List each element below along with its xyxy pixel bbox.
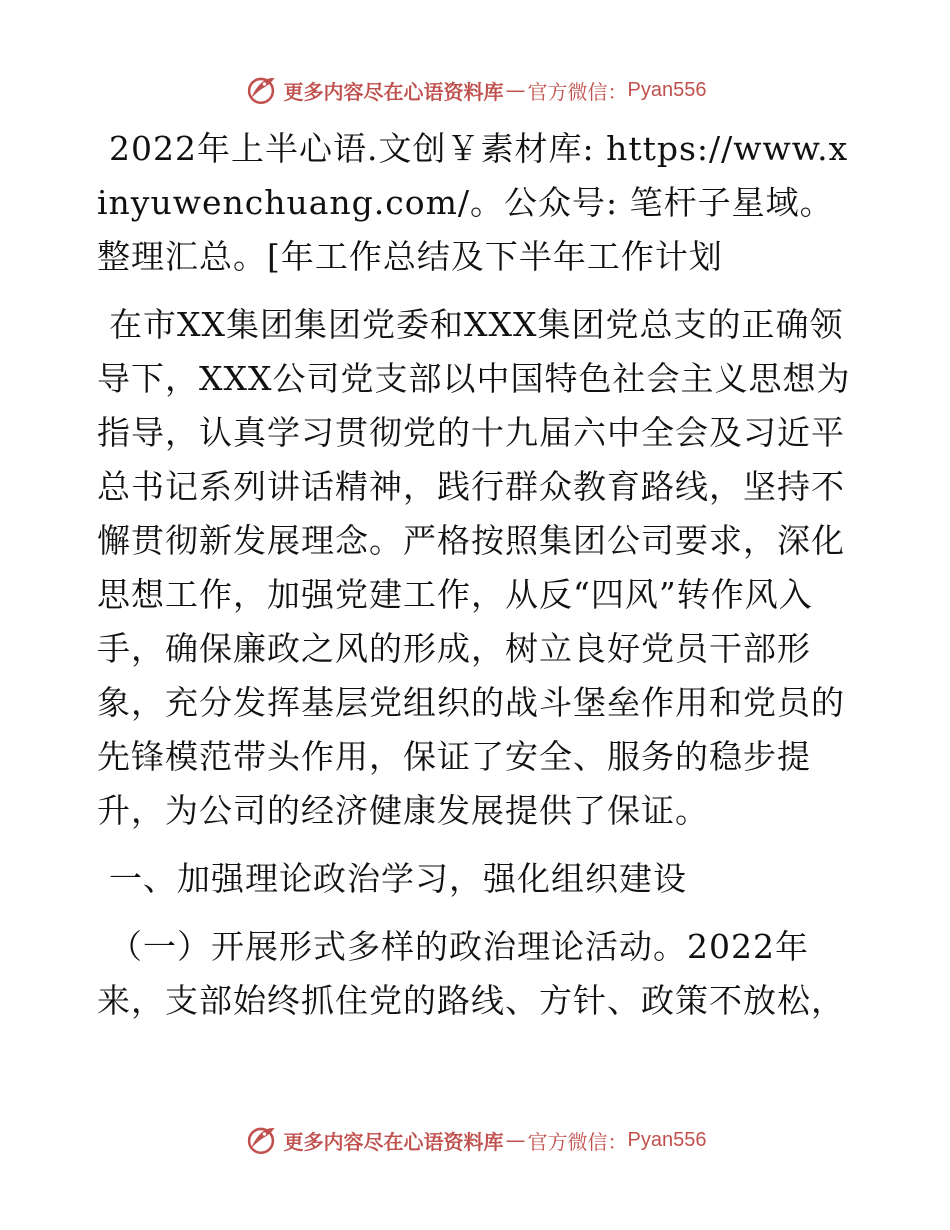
body-paragraph: 在市XX集团集团党委和XXX集团党总支的正确领导下，XXX公司党支部以中国特色社会主义思想为指导，认真学习贯彻党的十九届六中全会及习近平总书记系列讲话精神，践行群众教育路线，坚持不懈贯彻新发展理念。严格按照集团公司要求，深化思想工作，加强党建工作，从反“四风”转作风入手，确保廉政之风的形成，树立良好党员干部形象，充分发挥基层党组织的战斗堡垒作用和党员的先锋模范带头作用，保证了安全、服务的稳步提升，为公司的经济健康发展提供了保证。 [97, 305, 851, 830]
wechat-label: 官方微信： [527, 79, 628, 104]
banner-separator: — [505, 78, 526, 102]
subsection-paragraph: （一）开展形式多样的政治理论活动。2022年来，支部始终抓住党的路线、方针、政策不放松， [97, 927, 845, 1020]
brand-text: 更多内容尽在心语资料库 [283, 79, 504, 104]
intro-paragraph: 2022年上半心语.文创￥素材库: https://www.xinyuwenchuang.com/。公众号: 笔杆子星域。整理汇总。[年工作总结及下半年工作计划 [97, 129, 849, 276]
section-heading: 一、加强理论政治学习，强化组织建设 [109, 859, 687, 898]
banner-separator: — [505, 1128, 526, 1152]
wechat-label: 官方微信： [527, 1129, 628, 1154]
pen-nib-circle-icon [244, 73, 278, 107]
document-body [97, 122, 857, 1043]
wechat-handle: Pyan556 [627, 78, 707, 101]
brand-text: 更多内容尽在心语资料库 [283, 1129, 504, 1154]
wechat-handle: Pyan556 [627, 1128, 707, 1151]
header-watermark-banner [0, 70, 950, 110]
footer-watermark-banner [0, 1120, 950, 1160]
pen-nib-circle-icon [244, 1123, 278, 1157]
